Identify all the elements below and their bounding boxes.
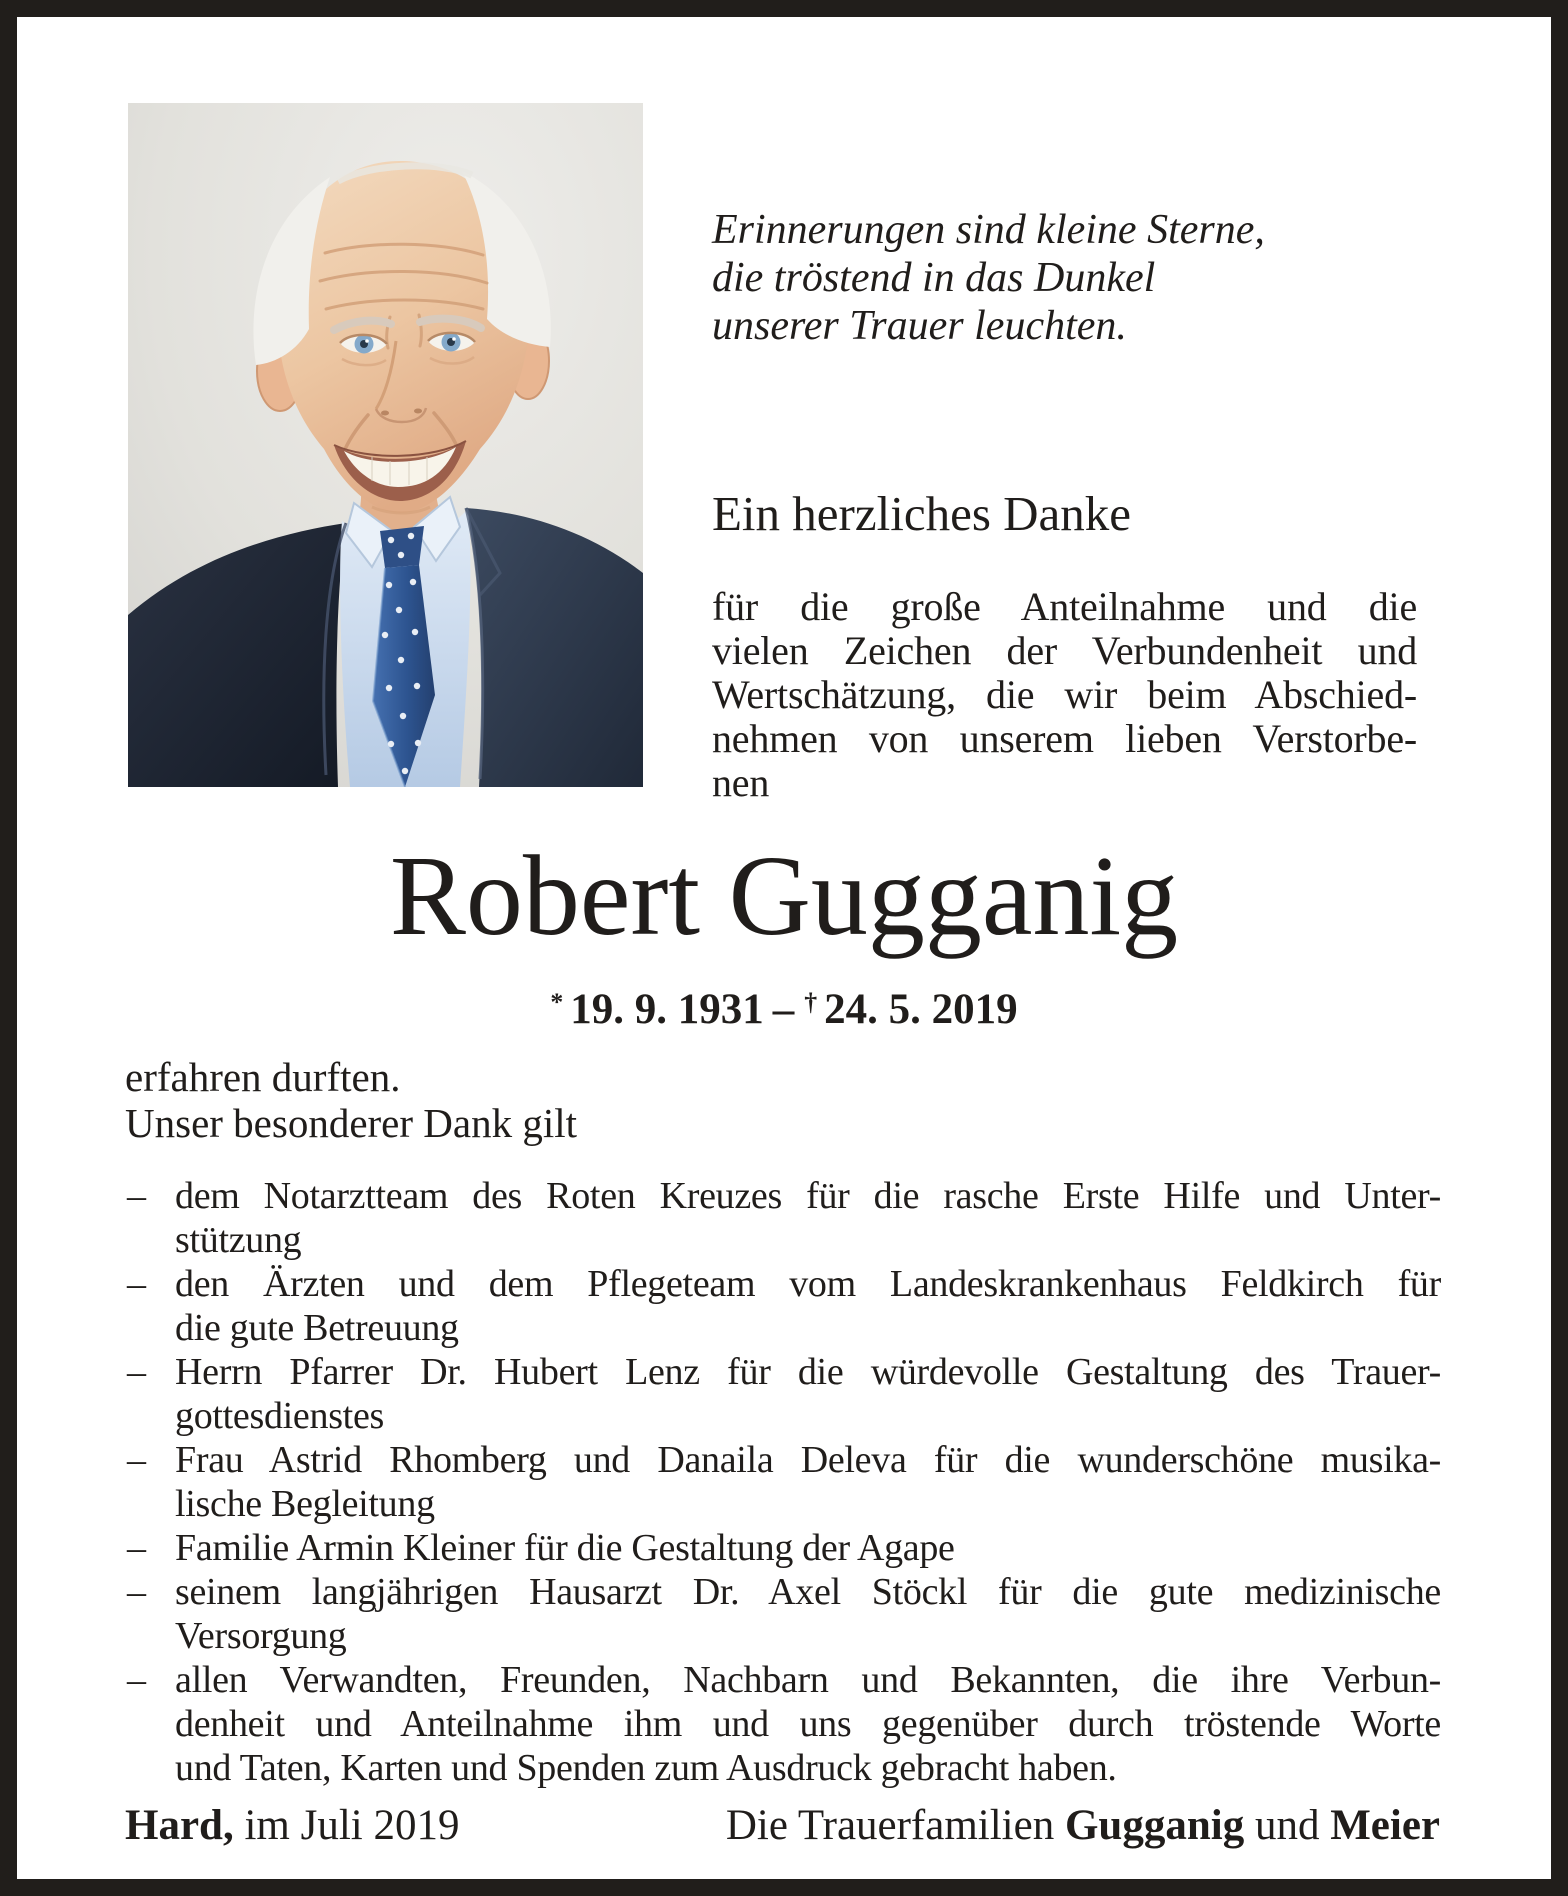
thanks-item bbox=[125, 1570, 1441, 1658]
conjunction: und bbox=[1254, 1802, 1320, 1849]
dash-marker: – bbox=[127, 1527, 146, 1569]
text-line: die gute Betreuung bbox=[175, 1307, 459, 1349]
thanks-item-text bbox=[175, 1174, 1441, 1262]
text-line: stützung bbox=[175, 1219, 302, 1261]
thanks-item-text bbox=[175, 1570, 1441, 1658]
text-line: Erinnerungen sind kleine Sterne, bbox=[712, 207, 1265, 253]
text-line: den Ärzten und dem Pflegeteam vom Landeskrankenhaus Feldkirch für bbox=[175, 1263, 1441, 1305]
text-line: denheit und Anteilnahme ihm und uns gegenüber durch tröstende Worte bbox=[175, 1703, 1441, 1745]
thanks-item bbox=[125, 1526, 1441, 1570]
families-prefix: Die Trauerfamilien bbox=[725, 1802, 1055, 1849]
family-name-1: Gugganig bbox=[1064, 1802, 1245, 1849]
text-line: Familie Armin Kleiner für die Gestaltung der Agape bbox=[175, 1527, 955, 1569]
birth-date: 19. 9. 1931 bbox=[570, 986, 764, 1033]
portrait-illustration bbox=[128, 103, 643, 787]
text-line: lische Begleitung bbox=[175, 1483, 435, 1525]
dash-marker: – bbox=[127, 1263, 146, 1305]
text-line: nehmen von unserem lieben Verstorbe- bbox=[712, 716, 1417, 761]
text-line: allen Verwandten, Freunden, Nachbarn und Bekannten, die ihre Verbun- bbox=[175, 1659, 1441, 1701]
footer-families bbox=[726, 1801, 1440, 1850]
text-line: Wertschätzung, die wir beim Abschied- bbox=[712, 672, 1417, 717]
dash-marker: – bbox=[127, 1175, 146, 1217]
footer-place-date bbox=[125, 1801, 459, 1850]
continuation-paragraph bbox=[125, 1054, 1441, 1146]
thanks-item-text bbox=[175, 1262, 1441, 1350]
family-name-2: Meier bbox=[1330, 1802, 1440, 1849]
thanks-item bbox=[125, 1658, 1441, 1790]
text-line: Versorgung bbox=[175, 1615, 347, 1657]
thanks-item-text bbox=[175, 1658, 1441, 1790]
dash-marker: – bbox=[127, 1439, 146, 1481]
text-line: und Taten, Karten und Spenden zum Ausdruck gebracht haben. bbox=[175, 1747, 1117, 1789]
thanks-item bbox=[125, 1438, 1441, 1526]
life-dates bbox=[0, 985, 1568, 1034]
text-line: die tröstend in das Dunkel bbox=[712, 255, 1156, 301]
dash-marker: – bbox=[127, 1571, 146, 1613]
portrait-photo bbox=[128, 103, 643, 787]
death-cross-symbol: † bbox=[804, 987, 818, 1017]
text-line: vielen Zeichen der Verbundenheit und bbox=[712, 628, 1417, 673]
dash-marker: – bbox=[127, 1659, 146, 1701]
text-line: erfahren durften. bbox=[125, 1054, 401, 1100]
death-date: 24. 5. 2019 bbox=[824, 986, 1018, 1033]
text-line: nen bbox=[712, 760, 770, 805]
thanks-item-text bbox=[175, 1350, 1441, 1438]
footer bbox=[125, 1801, 1440, 1850]
date-text: im Juli 2019 bbox=[244, 1802, 460, 1849]
thanks-item bbox=[125, 1174, 1441, 1262]
text-line: Herrn Pfarrer Dr. Hubert Lenz für die würdevolle Gestaltung des Trauer- bbox=[175, 1351, 1441, 1393]
text-line: Frau Astrid Rhomberg und Danaila Deleva für die wunderschöne musika- bbox=[175, 1439, 1441, 1481]
memorial-quote bbox=[712, 206, 1432, 350]
text-line: dem Notarztteam des Roten Kreuzes für die rasche Erste Hilfe und Unter- bbox=[175, 1175, 1441, 1217]
birth-star-symbol: * bbox=[550, 987, 564, 1017]
date-separator: – bbox=[772, 986, 795, 1033]
text-line: unserer Trauer leuchten. bbox=[712, 303, 1127, 349]
thanks-item bbox=[125, 1262, 1441, 1350]
text-line: für die große Anteilnahme und die bbox=[712, 584, 1417, 629]
dash-marker: – bbox=[127, 1351, 146, 1393]
thanks-list bbox=[125, 1174, 1441, 1790]
thanks-item-text bbox=[175, 1526, 1441, 1570]
thanks-item-text bbox=[175, 1438, 1441, 1526]
deceased-name: Robert Gugganig bbox=[389, 832, 1179, 959]
text-line: seinem langjährigen Hausarzt Dr. Axel Stöckl für die gute medizinische bbox=[175, 1571, 1441, 1613]
text-line: Unser besonderer Dank gilt bbox=[125, 1100, 578, 1146]
thanks-item bbox=[125, 1350, 1441, 1438]
intro-paragraph bbox=[712, 585, 1417, 805]
thanks-heading: Ein herzliches Danke bbox=[712, 486, 1132, 541]
text-line: gottesdienstes bbox=[175, 1395, 384, 1437]
place-name: Hard, bbox=[125, 1802, 234, 1849]
